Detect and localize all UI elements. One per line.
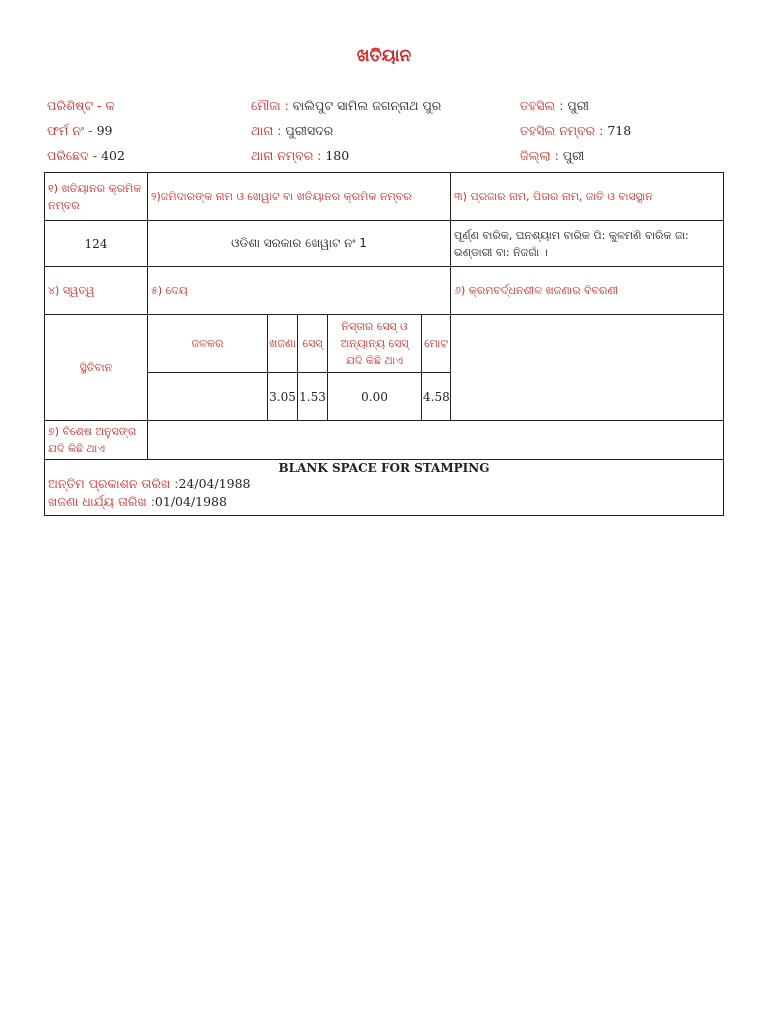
progressive-rent-cell	[451, 315, 724, 421]
header-tahasil-no	[520, 123, 631, 139]
khatiyan-table	[44, 172, 724, 516]
tenant-value: ପୂର୍ଣ୍ଣ ବାରିକ, ଘନଶ୍ୟାମ ବାରିକ ପି: କୁଳମଣି ବାରିକ ଜା: ଭଣ୍ଡାରୀ ବା: ନିଜଗାଁ ।	[451, 221, 724, 267]
mouza-value: ବାଲିପୁଟ ସାମିଲ ଜଗନ୍ନାଥ ପୁର	[292, 98, 442, 113]
form-no-value: 99	[96, 123, 113, 138]
district-value: ପୁରୀ	[562, 148, 585, 163]
thana-no-label: ଥାନା ନମ୍ବର :	[251, 148, 326, 163]
serial-no-header: ୧) ଖତିୟାନର କ୍ରମିକ ନମ୍ବର	[45, 173, 148, 221]
header-thana-no	[251, 148, 349, 164]
stamp-area	[45, 460, 724, 516]
tahasil-no-label: ତହସିଲ ନମ୍ବର :	[520, 123, 608, 138]
water-tax-header: ଜଳକର	[148, 315, 268, 373]
chapter-value: 402	[101, 148, 125, 163]
rent-fixed-label: ଖଜଣା ଧାର୍ଯ୍ୟ ତାରିଖ :	[48, 494, 155, 509]
page-title: ଖତିୟାନ	[356, 46, 412, 66]
header-chapter	[47, 148, 125, 164]
right-header: ୪) ସ୍ୱତ୍ୱ	[45, 267, 148, 315]
header-form-no	[47, 123, 113, 139]
cess-header: ସେସ୍	[298, 315, 328, 373]
chapter-label: ପରିଛେଦ -	[47, 148, 102, 163]
landlord-header: ୨)ଜମିଦାରଙ୍କ ନାମ ଓ ଖେୱାଟ ବା ଖତିୟାନର କ୍ରମିକ ନମ୍ବର	[148, 173, 451, 221]
mouza-label: ମୌଜା :	[251, 98, 293, 113]
final-publication-date	[48, 475, 720, 493]
form-no-label: ଫର୍ମ ନଂ -	[47, 123, 97, 138]
table-row	[45, 421, 724, 460]
thana-value: ପୁରୀସଦର	[285, 123, 334, 138]
thana-no-value: 180	[325, 148, 350, 163]
thana-label: ଥାନା :	[251, 123, 286, 138]
tenant-header: ୩) ପ୍ରଜାର ନାମ, ପିତାର ନାମ, ଜାତି ଓ ବାସସ୍ଥାନ	[451, 173, 724, 221]
table-row	[45, 315, 724, 373]
payable-header: ୫) ଦେୟ	[148, 267, 451, 315]
cess-value: 1.53	[298, 373, 328, 421]
rent-fixed-value: 01/04/1988	[154, 494, 227, 509]
header-tahasil	[520, 98, 589, 114]
rent-fixed-date	[48, 493, 720, 511]
header-district	[520, 148, 584, 164]
header-mouza	[251, 98, 441, 114]
special-remarks-label: ୭) ବିଶେଷ ଅନୁସଙ୍ଗ ଯଦି କିଛି ଥାଏ	[45, 421, 148, 460]
appendix-label: ପରିଶିଷ୍ଟ - କ	[47, 98, 115, 113]
other-cess-value: 0.00	[328, 373, 422, 421]
tahasil-value: ପୁରୀ	[567, 98, 589, 113]
table-row	[45, 221, 724, 267]
tahasil-label: ତହସିଲ :	[520, 98, 568, 113]
district-label: ଜିଲ୍ଲା :	[520, 148, 563, 163]
water-tax-value	[148, 373, 268, 421]
table-row	[45, 460, 724, 516]
table-row	[45, 173, 724, 221]
serial-no-value: 124	[45, 221, 148, 267]
tahasil-no-value: 718	[607, 123, 632, 138]
final-publication-value: 24/04/1988	[178, 476, 251, 491]
rent-value: 3.05	[268, 373, 298, 421]
status-label: ସ୍ଥିତିବାନ	[45, 315, 148, 421]
special-remarks-value	[148, 421, 724, 460]
header-appendix	[47, 98, 115, 114]
total-value: 4.58	[422, 373, 451, 421]
total-header: ମୋଟ	[422, 315, 451, 373]
stamp-space-label: BLANK SPACE FOR STAMPING	[278, 461, 490, 475]
table-row	[45, 267, 724, 315]
header-thana	[251, 123, 333, 139]
progressive-rent-header: ୬) କ୍ରମବର୍ଦ୍ଧନଶୀଳ ଖଜଣାର ବିବରଣୀ	[451, 267, 724, 315]
rent-header: ଖଜଣା	[268, 315, 298, 373]
other-cess-header: ନିସ୍ତାର ସେସ୍ ଓ ଅନ୍ୟାନ୍ୟ ସେସ୍ ଯଦି କିଛି ଥାଏ	[328, 315, 422, 373]
final-publication-label: ଅନ୍ତିମ ପ୍ରକାଶନ ତାରିଖ :	[48, 476, 179, 491]
landlord-value: ଓଡିଶା ସରକାର ଖେୱାଟ ନଂ 1	[148, 221, 451, 267]
